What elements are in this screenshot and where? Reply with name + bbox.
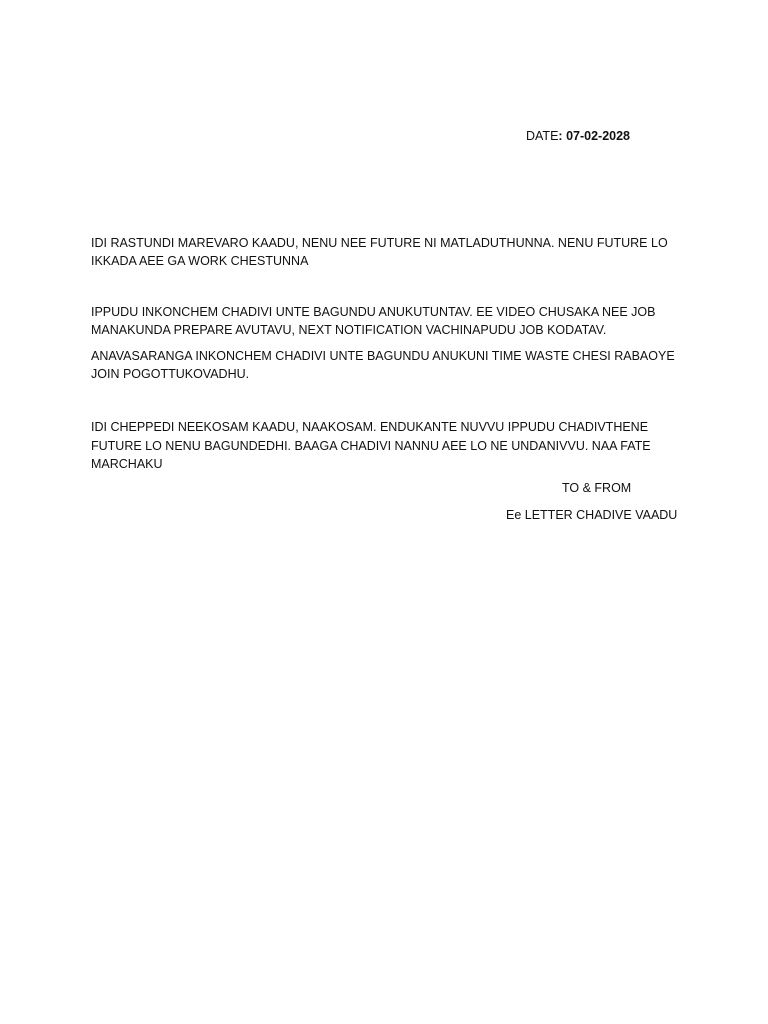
date-line (526, 128, 630, 146)
date-value: 07-02-2028 (566, 129, 631, 143)
date-label: DATE (526, 129, 559, 143)
signoff-signature: Ee LETTER CHADIVE VAADU (506, 508, 678, 522)
paragraph-3: ANAVASARANGA INKONCHEM CHADIVI UNTE BAGUNDU ANUKUNI TIME WASTE CHESI RABAOYE JOIN POGOTTUKOVADHU. (91, 349, 675, 381)
paragraph-1: IDI RASTUNDI MAREVARO KAADU, NENU NEE FUTURE NI MATLADUTHUNNA. NENU FUTURE LO IKKADA AEE GA WORK CHESTUNNA (91, 236, 668, 268)
paragraph-2: IPPUDU INKONCHEM CHADIVI UNTE BAGUNDU ANUKUTUNTAV. EE VIDEO CHUSAKA NEE JOB MANAKUNDA PREPARE AVUTAVU, NEXT NOTIFICATION VACHINAPUDU JOB KODATAV. (91, 305, 656, 337)
signoff-to-from: TO & FROM (562, 481, 632, 495)
paragraph-4: IDI CHEPPEDI NEEKOSAM KAADU, NAAKOSAM. ENDUKANTE NUVVU IPPUDU CHADIVTHENE FUTURE LO NENU BAGUNDEDHI. BAAGA CHADIVI NANNU AEE LO NE UNDANIVVU. NAA FATE MARCHAKU (91, 420, 651, 471)
date-separator: : (558, 129, 567, 143)
